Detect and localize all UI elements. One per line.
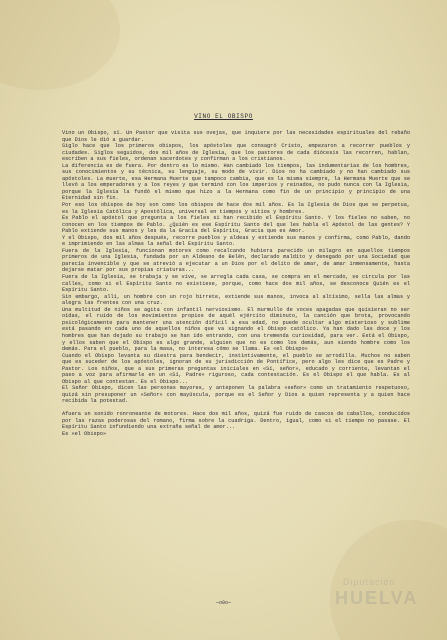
paragraph: Vino un Obispo, sí. Un Pastor que visita sus ovejas, que inquiere por las necesidades espirituales del rebaño que Dios le dió a guardar.	[62, 130, 410, 143]
document-body	[62, 130, 410, 437]
paragraph: Por eso los obispos de hoy son como los obispos de hace dos mil años. Es la Iglesia de Dios que se perpetua, es la Iglesia Católica y Apostólica, universal en tiempos y sitios y hombres.	[62, 202, 410, 215]
paragraph: Fuera de la Iglesia, se trabaja y se vive, se arregla cada casa, se compra en el mercado, se circula por las calles, como si el Espíritu Santo no existiese, porque, como hace dos mil años, se desconoce Quién es el Espíritu Santo.	[62, 274, 410, 294]
document-title: VINO EL OBISPO	[194, 113, 253, 120]
paragraph: Fuera de la Iglesia, funcionan motores como recalcando hubiera parecido un milagro en aquellos tiempos primeros de una Iglesia, fundada por un Aldeano de Belén, declarado maldito y denegado por una Sociedad que parecía invencible y que se atrevió a ejecutar a un Dios por el delito de amar, de amar inmensamente, hasta dejarse matar por sus propias criaturas...	[62, 247, 410, 274]
paragraph: Sin embargo, allí, un hombre con un rojo birrete, extiende sus manos, invoca al altísimo, sella las almas y alegra las frentes con una cruz.	[62, 293, 410, 307]
paragraph: Afuera un sonido ronroneante de motores. Hace dos mil años, quizá fue ruido de cascos de caballos, conducidos por las razas poderosas del romano, firma sobre la cuadriga. Dentro, igual, como si el tiempo no pasase. El Espíritu Santo infundiendo una extraña señal de amor...	[62, 410, 410, 431]
archive-watermark-logo	[315, 575, 435, 615]
paragraph: Y el Obispo, dos mil años después, recorre pueblos y aldeas y extiende sus manos y confirma, como Pablo, dando e imprimiendo en las almas la señal del Espíritu Santo.	[62, 234, 410, 248]
paragraph: Siglo hace que los primeros obispos, los apóstoles que consagró Cristo, empezaron a recorrer pueblos y ciudades. Siglos seguidos, dos mil años de Iglesia, que los pastores de cada diócesis las recorren, hablan, escriben a sus fieles, ordenan sacerdotes y confirman a los cristianos.	[62, 143, 410, 163]
end-mark: —o0o—	[215, 600, 231, 606]
paragraph: El Señor Obispo, dicen las personas mayores, y anteponen la palabra «señor» como un tratamiento respetuoso, quizá sin presuponer un «Señor» con mayúscula, porque es el Señor y Dios a quien representa y a quien hace recibida la potestad.	[62, 385, 410, 405]
watermark-line1: Diputación	[343, 577, 396, 587]
paragraph: Una multitud de niños se agita con infantil nerviosismo. El murmullo de voces apagadas que quisieran no ser oídas, el ruido de los movimientos propios de aquél ejército diminuto, la canción que brota, provocando psicológicamente para mantener una atención difícil a esa edad, no puede ocultar algo misterioso y sublime está pasando en cada uno de aquellos niños que va signando el Obispo católico. Ya han dado las doce y los hombres que han dejado su trabajo se han ido entrando, con una tremenda curiosidad, para ver. Está el Obispo, y ellos saben que el Obispo es algo grande, alguien que no es como los demás, aun siendo hombre como los demás. Para el pueblo, para la masa, no interesa cómo se llama. Es «el Obispo»	[62, 306, 410, 353]
paper-stain	[0, 0, 120, 90]
paragraph: Es «el Obispo»	[62, 430, 107, 437]
paragraph: La diferencia es de fuera. Por dentro es lo mismo. Han cambiado los tiempos, las indumentarias de los hombres, sus conocimientos y su técnica, su lenguaje, su modo de vivir. Dios no ha cambiado y no han cambiado sus apóstoles. La muerte, esa Hermana Muerte que tampoco cambia, que es la misma siempre, la Hermana Muerte que se llevó a los emperadores y a los reyes y que terminó con los imperios y reinados, no pudo nunca con la Iglesia, porque la Iglesia la fundó el mismo que hizo a la Hermana como fin de un principio y principio de una Eternidad sin fin.	[62, 162, 410, 202]
paragraph: Cuando el Obispo levanta su diestra para bendecir, instintivamente, el pueblo se arrodilla. Muchos no saben que es suceder de los apóstoles, ignoran de su jurisdicción de Pontífice, pero algo les dice que es Padre y Pastor. Los niños, que a sus primeras preguntas iniciales en «Sí, señor», educado y corriente, levantan el paso a voz para afirmarle en un «Sí, Padre» riguroso, cada contestación. Es el Obispo el que habla. Es al Obispo al que contestan. Es el Obispo...	[62, 352, 410, 385]
watermark-line2: HUELVA	[335, 588, 419, 608]
paragraph: Es Pablo el apóstol que pregunta a los fieles si han recibido el Espíritu Santo. Y los fieles no saben, no conocen en los tiempos de Pablo. ¿Quién es ese Espíritu Santo del que les habla el Apóstol de las gentes? Y Pablo extiende sus manos y les da la Gracia del Espíritu, Gracia que es Amor.	[62, 215, 410, 235]
